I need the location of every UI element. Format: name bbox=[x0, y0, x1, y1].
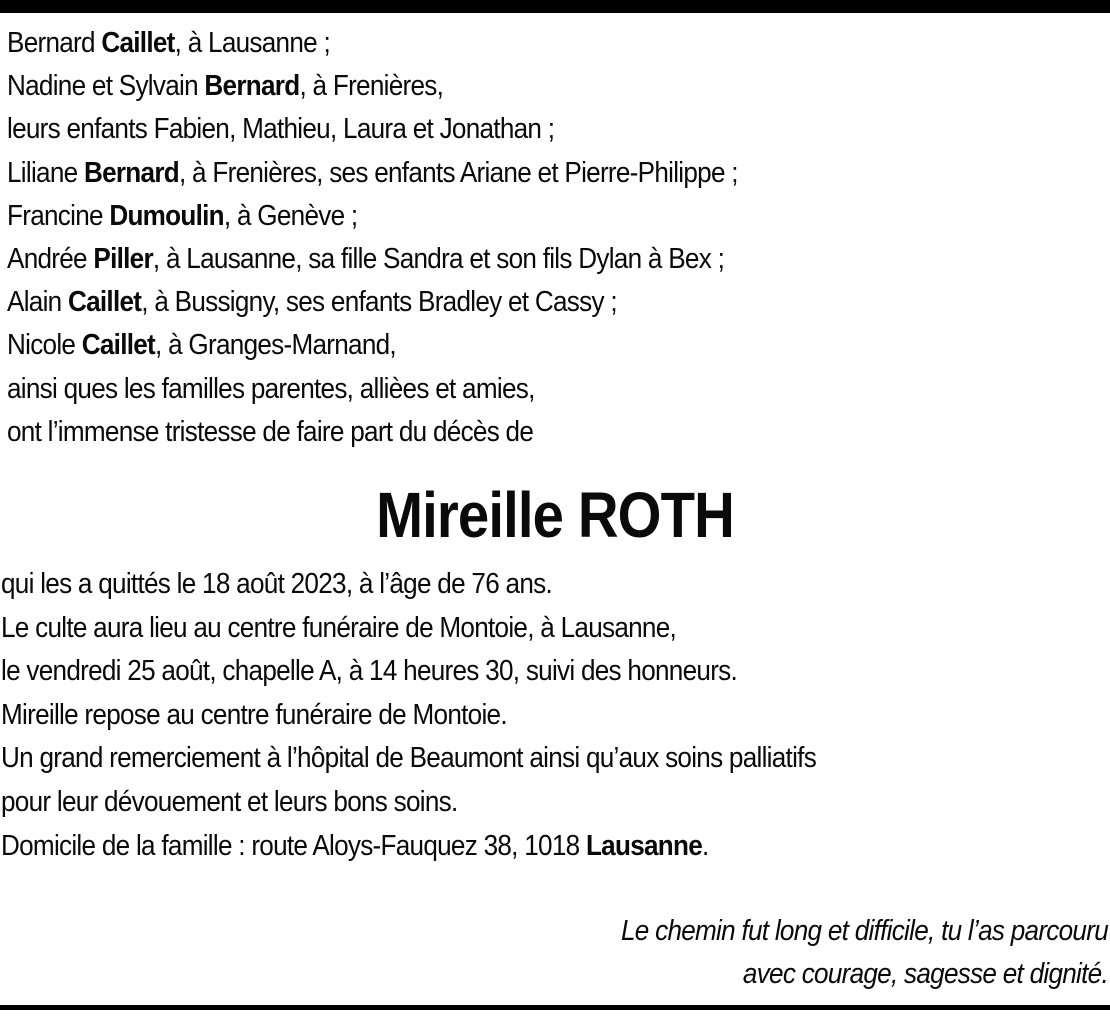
quote-line: Le chemin fut long et difficile, tu l’as parcouru bbox=[620, 915, 1108, 947]
detail-line: pour leur dévouement et leurs bons soins. bbox=[1, 785, 458, 818]
family-address: Domicile de la famille : route Aloys-Fauquez 38, 1018 Lausanne. bbox=[1, 829, 709, 862]
family-line: Andrée Piller, à Lausanne, sa fille Sandra et son fils Dylan à Bex ; bbox=[7, 243, 725, 276]
detail-line: qui les a quittés le 18 août 2023, à l’âge de 76 ans. bbox=[1, 568, 552, 600]
detail-line: Un grand remerciement à l’hôpital de Beaumont ainsi qu’aux soins palliatifs bbox=[1, 742, 817, 775]
deceased-name: Mireille ROTH bbox=[376, 479, 734, 551]
family-line: ainsi ques les familles parentes, allièes et amies, bbox=[7, 372, 535, 405]
bottom-rule bbox=[0, 1005, 1110, 1010]
family-line: Nicole Caillet, à Granges-Marnand, bbox=[7, 329, 396, 362]
detail-line: Le culte aura lieu au centre funéraire de Montoie, à Lausanne, bbox=[1, 611, 677, 644]
family-line: Alain Caillet, à Bussigny, ses enfants Bradley et Cassy ; bbox=[7, 286, 617, 319]
detail-line: le vendredi 25 août, chapelle A, à 14 heures 30, suivi des honneurs. bbox=[1, 655, 738, 688]
family-line: leurs enfants Fabien, Mathieu, Laura et Jonathan ; bbox=[7, 113, 555, 146]
top-rule bbox=[0, 0, 1110, 13]
family-line: Liliane Bernard, à Frenières, ses enfants Ariane et Pierre-Philippe ; bbox=[7, 156, 738, 189]
family-line: Bernard Caillet, à Lausanne ; bbox=[7, 27, 331, 59]
quote-line: avec courage, sagesse et dignité. bbox=[742, 958, 1108, 990]
family-line: Nadine et Sylvain Bernard, à Frenières, bbox=[7, 70, 444, 103]
family-list bbox=[7, 22, 995, 454]
ceremony-details bbox=[1, 563, 999, 868]
family-line: Francine Dumoulin, à Genève ; bbox=[7, 199, 358, 232]
detail-line: Mireille repose au centre funéraire de Montoie. bbox=[1, 698, 507, 731]
family-line: ont l’immense tristesse de faire part du décès de bbox=[7, 415, 534, 448]
closing-quote bbox=[118, 910, 1108, 996]
